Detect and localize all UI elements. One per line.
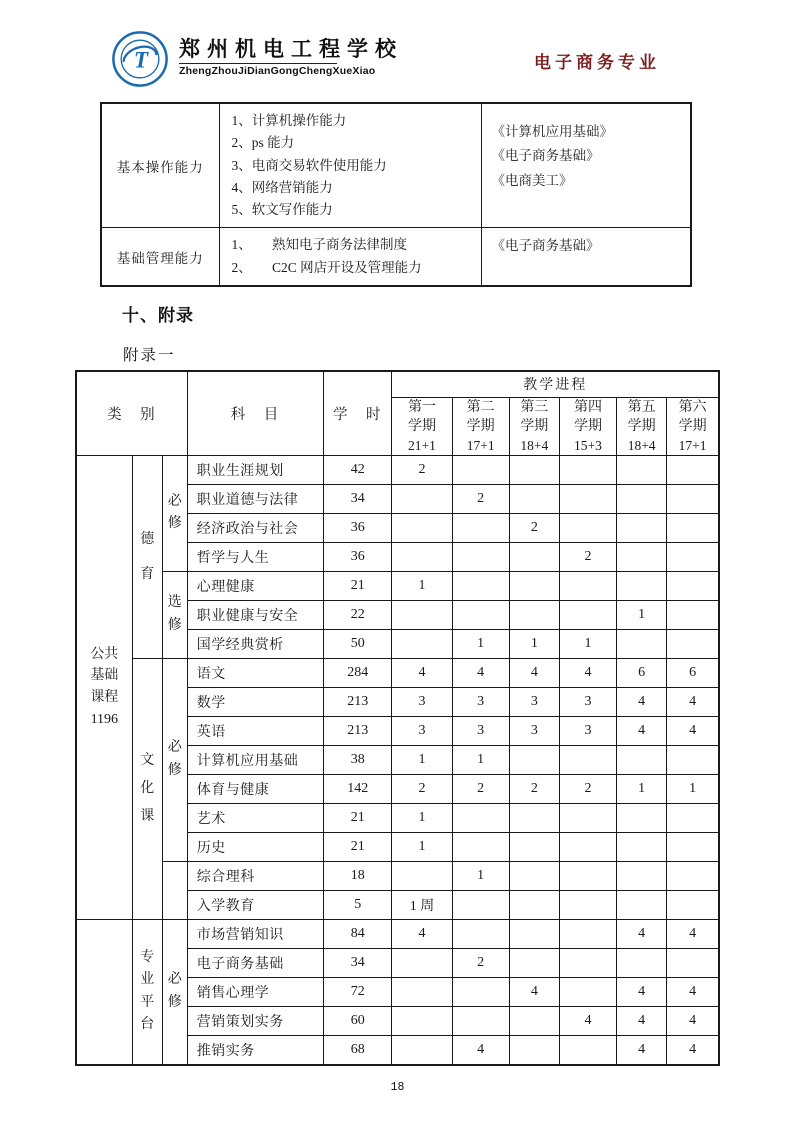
semester-value-cell: 1 — [392, 803, 452, 832]
hours-cell: 18 — [324, 861, 392, 890]
subject-cell: 艺术 — [187, 803, 323, 832]
hours-cell: 72 — [324, 977, 392, 1006]
semester-value-cell — [617, 455, 667, 484]
semester-value-cell — [617, 832, 667, 861]
semester-value-cell — [452, 890, 509, 919]
course-type-cell: 选修 — [162, 571, 187, 658]
table-row — [76, 861, 719, 890]
course-type-cell — [162, 861, 187, 919]
semester-value-cell — [452, 919, 509, 948]
semester-value-cell: 1 周 — [392, 890, 452, 919]
ability-item: 2、ps 能力 — [231, 135, 295, 151]
subject-cell: 体育与健康 — [187, 774, 323, 803]
semester-value-cell: 4 — [509, 977, 559, 1006]
semester-value-cell — [509, 890, 559, 919]
semester-value-cell — [667, 513, 719, 542]
semester-value-cell — [559, 600, 616, 629]
semester-value-cell — [667, 484, 719, 513]
subject-cell: 职业生涯规划 — [187, 455, 323, 484]
semester-value-cell: 2 — [392, 774, 452, 803]
semester-value-cell: 1 — [667, 774, 719, 803]
semester-value-cell: 1 — [452, 861, 509, 890]
semester-value-cell: 2 — [452, 948, 509, 977]
semester-value-cell — [559, 455, 616, 484]
course-ref: 《电子商务基础》 — [491, 148, 600, 164]
course-ref: 《电子商务基础》 — [491, 238, 600, 254]
subject-cell: 推销实务 — [187, 1035, 323, 1065]
semester-value-cell: 3 — [452, 716, 509, 745]
subject-cell: 语文 — [187, 658, 323, 687]
semester-value-cell: 4 — [617, 1006, 667, 1035]
semester-value-cell — [452, 455, 509, 484]
semester-value-cell — [667, 832, 719, 861]
hours-cell: 68 — [324, 1035, 392, 1065]
semester-value-cell: 3 — [559, 687, 616, 716]
ability-name-cell: 基本操作能力 — [101, 103, 219, 228]
semester-value-cell: 4 — [667, 977, 719, 1006]
hours-cell: 34 — [324, 484, 392, 513]
semester-value-cell — [392, 1035, 452, 1065]
semester-value-cell — [392, 1006, 452, 1035]
semester-value-cell — [617, 745, 667, 774]
semester-value-cell: 1 — [617, 600, 667, 629]
semester-value-cell — [509, 803, 559, 832]
semester-value-cell: 2 — [509, 774, 559, 803]
page-number: 18 — [390, 1080, 405, 1094]
page-header — [75, 30, 720, 96]
course-type-cell: 必修 — [162, 919, 187, 1065]
hours-cell: 60 — [324, 1006, 392, 1035]
semester-value-cell: 1 — [509, 629, 559, 658]
semester-value-cell — [559, 513, 616, 542]
hours-cell: 213 — [324, 687, 392, 716]
table-row — [101, 228, 691, 286]
semester-value-cell: 6 — [667, 658, 719, 687]
hours-cell: 21 — [324, 571, 392, 600]
semester-value-cell — [617, 948, 667, 977]
subject-cell: 营销策划实务 — [187, 1006, 323, 1035]
subject-cell: 国学经典赏析 — [187, 629, 323, 658]
semester-value-cell: 4 — [559, 658, 616, 687]
semester-value-cell — [617, 629, 667, 658]
course-type-cell: 必修 — [162, 455, 187, 571]
semester-value-cell — [509, 948, 559, 977]
semester-value-cell — [559, 571, 616, 600]
semester-value-cell — [392, 977, 452, 1006]
semester-value-cell: 4 — [667, 1035, 719, 1065]
semester-value-cell — [509, 600, 559, 629]
ability-name-cell: 基础管理能力 — [101, 228, 219, 286]
subject-header-cell: 科 目 — [187, 371, 323, 455]
semester-value-cell: 1 — [392, 745, 452, 774]
semester-value-cell: 3 — [509, 687, 559, 716]
category-group-cell: 公共基础课程 1196 — [76, 455, 132, 919]
course-type-cell: 必修 — [162, 658, 187, 861]
semester-value-cell: 4 — [617, 977, 667, 1006]
section-heading: 十、附录 — [122, 305, 194, 325]
subject-cell: 历史 — [187, 832, 323, 861]
semester-value-cell — [392, 629, 452, 658]
subject-cell: 电子商务基础 — [187, 948, 323, 977]
course-ref: 《计算机应用基础》 — [491, 124, 613, 139]
subject-cell: 经济政治与社会 — [187, 513, 323, 542]
semester-value-cell — [667, 861, 719, 890]
appendix-label: 附录一 — [123, 346, 176, 364]
ability-item: 1、 熟知电子商务法律制度 — [231, 237, 407, 253]
semester-value-cell: 6 — [617, 658, 667, 687]
semester-value-cell — [509, 455, 559, 484]
subject-cell: 职业健康与安全 — [187, 600, 323, 629]
hours-cell: 284 — [324, 658, 392, 687]
category-subgroup-cell: 专业平台 — [132, 919, 162, 1065]
semester-value-cell: 3 — [559, 716, 616, 745]
hours-cell: 21 — [324, 803, 392, 832]
semester-value-cell — [509, 745, 559, 774]
table-header-row — [76, 371, 719, 398]
hours-cell: 42 — [324, 455, 392, 484]
subject-cell: 哲学与人生 — [187, 542, 323, 571]
semester-value-cell: 3 — [509, 716, 559, 745]
semester-value-cell — [452, 513, 509, 542]
hours-header-cell: 学 时 — [324, 371, 392, 455]
semester-value-cell: 4 — [509, 658, 559, 687]
semester-value-cell: 4 — [667, 687, 719, 716]
semester-value-cell — [617, 542, 667, 571]
hours-cell: 142 — [324, 774, 392, 803]
semester-value-cell — [617, 571, 667, 600]
semester-value-cell: 2 — [392, 455, 452, 484]
semester-header-cell: 第五学期 18+4 — [617, 397, 667, 455]
subject-cell: 职业道德与法律 — [187, 484, 323, 513]
semester-value-cell — [667, 745, 719, 774]
semester-value-cell — [617, 890, 667, 919]
semester-value-cell: 2 — [559, 774, 616, 803]
ability-item: 4、网络营销能力 — [231, 179, 333, 195]
semester-value-cell — [667, 542, 719, 571]
semester-value-cell — [559, 484, 616, 513]
semester-value-cell — [667, 890, 719, 919]
hours-cell: 34 — [324, 948, 392, 977]
semester-value-cell — [509, 1006, 559, 1035]
school-logo-icon — [111, 30, 169, 88]
progress-header-cell: 教学进程 — [392, 371, 719, 398]
semester-value-cell: 4 — [617, 687, 667, 716]
semester-value-cell — [509, 484, 559, 513]
category-subgroup-cell: 德育 — [132, 455, 162, 658]
hours-cell: 5 — [324, 890, 392, 919]
ability-items-cell — [219, 228, 481, 286]
ability-item: 3、电商交易软件使用能力 — [231, 157, 387, 173]
semester-value-cell — [452, 1006, 509, 1035]
hours-cell: 50 — [324, 629, 392, 658]
semester-value-cell: 2 — [509, 513, 559, 542]
major-title: 电子商务专业 — [534, 53, 660, 72]
ability-items-cell — [219, 103, 481, 228]
semester-value-cell — [667, 455, 719, 484]
school-name: 郑州机电工程学校 — [179, 37, 403, 61]
category-header-cell: 类 别 — [76, 371, 187, 455]
hours-cell: 36 — [324, 542, 392, 571]
semester-value-cell — [509, 1035, 559, 1065]
semester-value-cell: 2 — [452, 774, 509, 803]
semester-header-cell: 第二学期 17+1 — [452, 397, 509, 455]
semester-value-cell — [667, 803, 719, 832]
semester-header-cell: 第六学期 17+1 — [667, 397, 719, 455]
semester-value-cell — [617, 803, 667, 832]
ability-item: 5、软文写作能力 — [231, 202, 333, 218]
semester-value-cell — [559, 1035, 616, 1065]
semester-value-cell: 4 — [617, 716, 667, 745]
semester-value-cell — [509, 571, 559, 600]
semester-value-cell — [617, 513, 667, 542]
semester-value-cell: 4 — [617, 919, 667, 948]
semester-header-cell: 第三学期 18+4 — [509, 397, 559, 455]
hours-cell: 21 — [324, 832, 392, 861]
semester-value-cell — [392, 600, 452, 629]
semester-value-cell: 4 — [667, 716, 719, 745]
semester-value-cell: 1 — [559, 629, 616, 658]
semester-value-cell — [559, 861, 616, 890]
table-row — [101, 103, 691, 228]
subject-cell: 市场营销知识 — [187, 919, 323, 948]
svg-text:T: T — [133, 47, 149, 74]
semester-value-cell — [559, 948, 616, 977]
semester-value-cell — [392, 542, 452, 571]
semester-value-cell — [559, 803, 616, 832]
semester-value-cell — [509, 919, 559, 948]
semester-value-cell — [559, 890, 616, 919]
subject-cell: 心理健康 — [187, 571, 323, 600]
semester-value-cell — [509, 861, 559, 890]
hours-cell: 84 — [324, 919, 392, 948]
hours-cell: 213 — [324, 716, 392, 745]
ability-table — [100, 102, 692, 287]
semester-value-cell — [559, 832, 616, 861]
semester-value-cell — [392, 861, 452, 890]
semester-value-cell: 3 — [392, 716, 452, 745]
hours-cell: 36 — [324, 513, 392, 542]
ability-item: 1、计算机操作能力 — [231, 113, 347, 128]
semester-value-cell: 1 — [392, 832, 452, 861]
hours-cell: 22 — [324, 600, 392, 629]
semester-value-cell — [392, 948, 452, 977]
semester-value-cell: 4 — [392, 658, 452, 687]
table-row — [76, 919, 719, 948]
subject-cell: 入学教育 — [187, 890, 323, 919]
table-row — [76, 571, 719, 600]
semester-value-cell: 2 — [452, 484, 509, 513]
semester-header-cell: 第一学期 21+1 — [392, 397, 452, 455]
school-pinyin: ZhengZhouJiDianGongChengXueXiao — [179, 65, 376, 78]
ability-item: 2、 C2C 网店开设及管理能力 — [231, 259, 422, 275]
semester-value-cell — [452, 803, 509, 832]
semester-value-cell: 4 — [559, 1006, 616, 1035]
semester-value-cell — [559, 745, 616, 774]
semester-value-cell: 1 — [617, 774, 667, 803]
semester-value-cell: 1 — [392, 571, 452, 600]
semester-value-cell — [509, 542, 559, 571]
header-divider — [179, 63, 337, 64]
semester-value-cell — [559, 919, 616, 948]
semester-value-cell — [509, 832, 559, 861]
curriculum-table — [75, 370, 720, 1066]
semester-value-cell: 4 — [667, 1006, 719, 1035]
semester-value-cell — [452, 571, 509, 600]
semester-value-cell — [667, 948, 719, 977]
table-row — [76, 658, 719, 687]
subject-cell: 综合理科 — [187, 861, 323, 890]
subject-cell: 销售心理学 — [187, 977, 323, 1006]
course-ref: 《电商美工》 — [491, 172, 573, 188]
subject-cell: 英语 — [187, 716, 323, 745]
category-subgroup-cell: 文化课 — [132, 658, 162, 919]
semester-value-cell: 2 — [559, 542, 616, 571]
subject-cell: 计算机应用基础 — [187, 745, 323, 774]
semester-value-cell — [392, 513, 452, 542]
semester-value-cell: 4 — [617, 1035, 667, 1065]
ability-courses-cell — [481, 228, 691, 286]
semester-value-cell — [452, 542, 509, 571]
semester-value-cell — [452, 832, 509, 861]
semester-header-cell: 第四学期 15+3 — [559, 397, 616, 455]
semester-value-cell — [452, 600, 509, 629]
subject-cell: 数学 — [187, 687, 323, 716]
semester-value-cell — [617, 484, 667, 513]
semester-value-cell: 4 — [667, 919, 719, 948]
semester-value-cell — [667, 629, 719, 658]
semester-value-cell: 1 — [452, 629, 509, 658]
category-group-cell — [76, 919, 132, 1065]
semester-value-cell: 4 — [392, 919, 452, 948]
table-row — [76, 455, 719, 484]
semester-value-cell — [559, 977, 616, 1006]
semester-value-cell — [452, 977, 509, 1006]
ability-courses-cell — [481, 103, 691, 228]
semester-value-cell — [617, 861, 667, 890]
semester-value-cell: 4 — [452, 658, 509, 687]
semester-value-cell: 3 — [452, 687, 509, 716]
hours-cell: 38 — [324, 745, 392, 774]
semester-value-cell: 3 — [392, 687, 452, 716]
semester-value-cell — [667, 571, 719, 600]
school-identity — [179, 30, 403, 77]
semester-value-cell — [667, 600, 719, 629]
semester-value-cell: 4 — [452, 1035, 509, 1065]
semester-value-cell: 1 — [452, 745, 509, 774]
semester-value-cell — [392, 484, 452, 513]
